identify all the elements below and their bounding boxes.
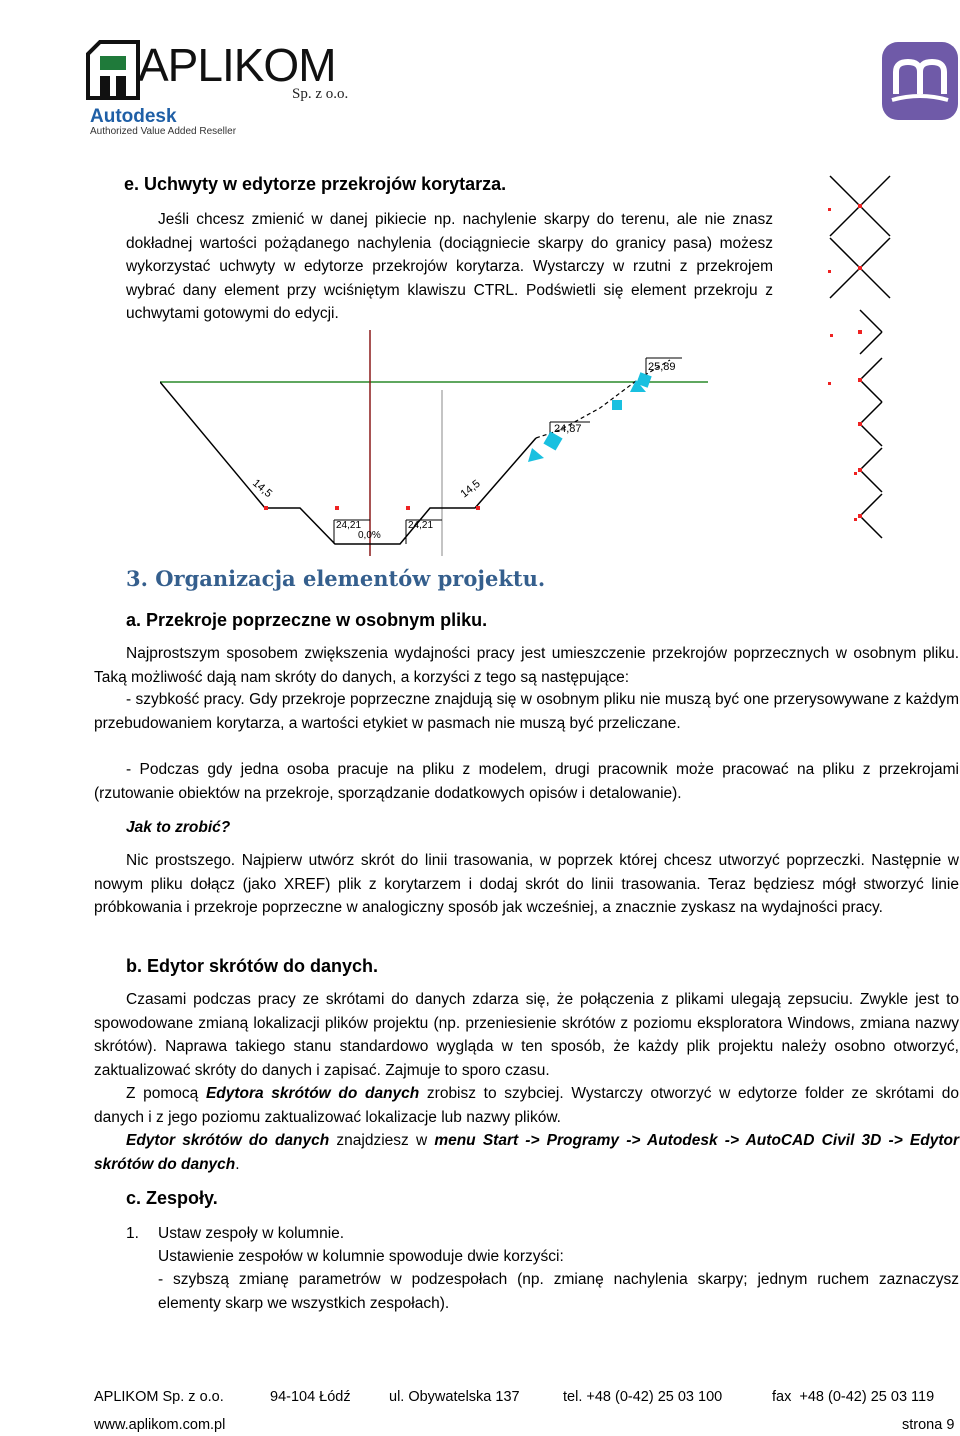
section-e-paragraph: Jeśli chcesz zmienić w danej pikiecie np. nachylenie skarpy do terenu, ale nie znasz dokładnej wartości pożądanego nachylenia (dociągniecie skarpy do granicy pasa) możesz wykorzystać uchwyty w edytorze przekrojów korytarza. Wystarczy w rzutni z przekrojem wybrać dany element przy wciśniętym klawiszu CTRL. Podświetli się element przekroju z uchwytami gotowymi do edycji.: [126, 211, 773, 322]
footer-street: ul. Obywatelska 137: [389, 1389, 520, 1405]
section-3-p4: Nic prostszego. Najpierw utwórz skrót do linii trasowania, w poprzek której chcesz utworzyć poprzeczki. Następnie w nowym pliku dołącz (jako XREF) plik z korytarzem i dodaj skrót do linii trasowania. Teraz będziesz mógł stworzyć linie próbkowania i przekroje poprzeczne w analogiczny sposób jak wcześniej, a znacznie zyskasz na wydajności pracy.: [94, 852, 959, 916]
section-c-heading: c. Zespoły.: [126, 1188, 218, 1208]
howto-heading: Jak to zrobić?: [126, 819, 231, 836]
list-item-line: Ustawienie zespołów w kolumnie spowoduje dwie korzyści:: [158, 1248, 564, 1265]
section-b-p1: Czasami podczas pracy ze skrótami do danych zdarza się, że połączenia z plikami ulegają zepsuciu. Zwykle jest to spowodowane zmianą lokalizacji plików projektu (np. przeniesienie skrótów z poziomu eksploratora Windows, zmiana nazwy skrótów). Naprawa takiego stanu standardowo wygląda w ten sposób, że każdy plik projektu należy osobno otworzyć, zaktualizować skróty do danych i zapisać. Zajmuje to sporo czasu.: [94, 991, 959, 1079]
section-3-heading: 3. Organizacja elementów projektu.: [126, 566, 546, 591]
section-e-heading: e. Uchwyty w edytorze przekrojów korytarza.: [124, 174, 507, 194]
label-slope-left: 14,5: [250, 477, 275, 501]
footer-page-number: strona 9: [902, 1417, 955, 1433]
grip-4: [528, 448, 544, 462]
footer-fax: fax +48 (0-42) 25 03 119: [772, 1389, 935, 1405]
label-0-percent: 0,0%: [358, 530, 381, 541]
section-3a-heading: a. Przekroje poprzeczne w osobnym pliku.: [126, 610, 488, 630]
section-b-p2: Z pomocą Edytora skrótów do danych zrobisz to szybciej. Wystarczy otworzyć w edytorze folder ze skrótami do danych i z jego poziomu zaktualizować lokalizacje lub nazwy plików.: [94, 1085, 959, 1126]
footer-website[interactable]: www.aplikom.com.pl: [94, 1417, 226, 1433]
footer-tel: tel. +48 (0-42) 25 03 100: [563, 1389, 723, 1405]
label-24-87: 24,87: [554, 423, 582, 435]
label-24-21-right: 24,21: [408, 520, 434, 531]
list-item-number: 1.: [126, 1225, 139, 1242]
section-3-p2: - szybkość pracy. Gdy przekroje poprzeczne znajdują się w osobnym pliku nie muszą być one przerysowywane z każdym przebudowaniem korytarza, a wartości etykiet w pasmach nie muszą być przeliczane.: [94, 691, 959, 732]
section-b-p3: Edytor skrótów do danych znajdziesz w menu Start -> Programy -> Autodesk -> AutoCAD Civil 3D -> Edytor skrótów do danych.: [94, 1132, 960, 1173]
grip-5: [612, 400, 622, 410]
list-item-bullet: - szybszą zmianę parametrów w podzespołach (np. zmianę nachylenia skarpy; jednym ruchem zaznaczysz elementy skarp we wszystkich zespołach).: [158, 1271, 959, 1312]
section-b-heading: b. Edytor skrótów do danych.: [126, 956, 379, 976]
logo-name: APLIKOM: [138, 39, 336, 91]
label-25-89: 25,89: [648, 361, 676, 373]
label-24-21-left: 24,21: [336, 520, 362, 531]
footer-company: APLIKOM Sp. z o.o.: [94, 1389, 224, 1405]
brand-badge-icon: [882, 42, 958, 120]
label-slope-right: 14,5: [458, 477, 483, 501]
partner-name: Autodesk: [90, 106, 177, 127]
list-item-title: Ustaw zespoły w kolumnie.: [158, 1225, 345, 1242]
logo-suffix: Sp. z o.o.: [292, 86, 349, 102]
partner-tagline: Authorized Value Added Reseller: [90, 126, 237, 137]
section-3-p1: Najprostszym sposobem zwiększenia wydajności pracy jest umieszczenie przekrojów poprzecznych w osobnym pliku. Taką możliwość dają nam skróty do danych, a korzyści z tego są następujące:: [94, 645, 959, 686]
grip-markers-column: [820, 172, 900, 542]
footer-postal: 94-104 Łódź: [270, 1389, 351, 1405]
section-3-p3: - Podczas gdy jedna osoba pracuje na pliku z modelem, drugi pracownik może pracować na pliku z przekrojami (rzutowanie obiektów na przekroje, sporządzanie dodatkowych opisów i detalowanie).: [94, 761, 959, 802]
cross-section-figure: [160, 330, 710, 560]
aplikom-mark-icon: [86, 40, 140, 100]
